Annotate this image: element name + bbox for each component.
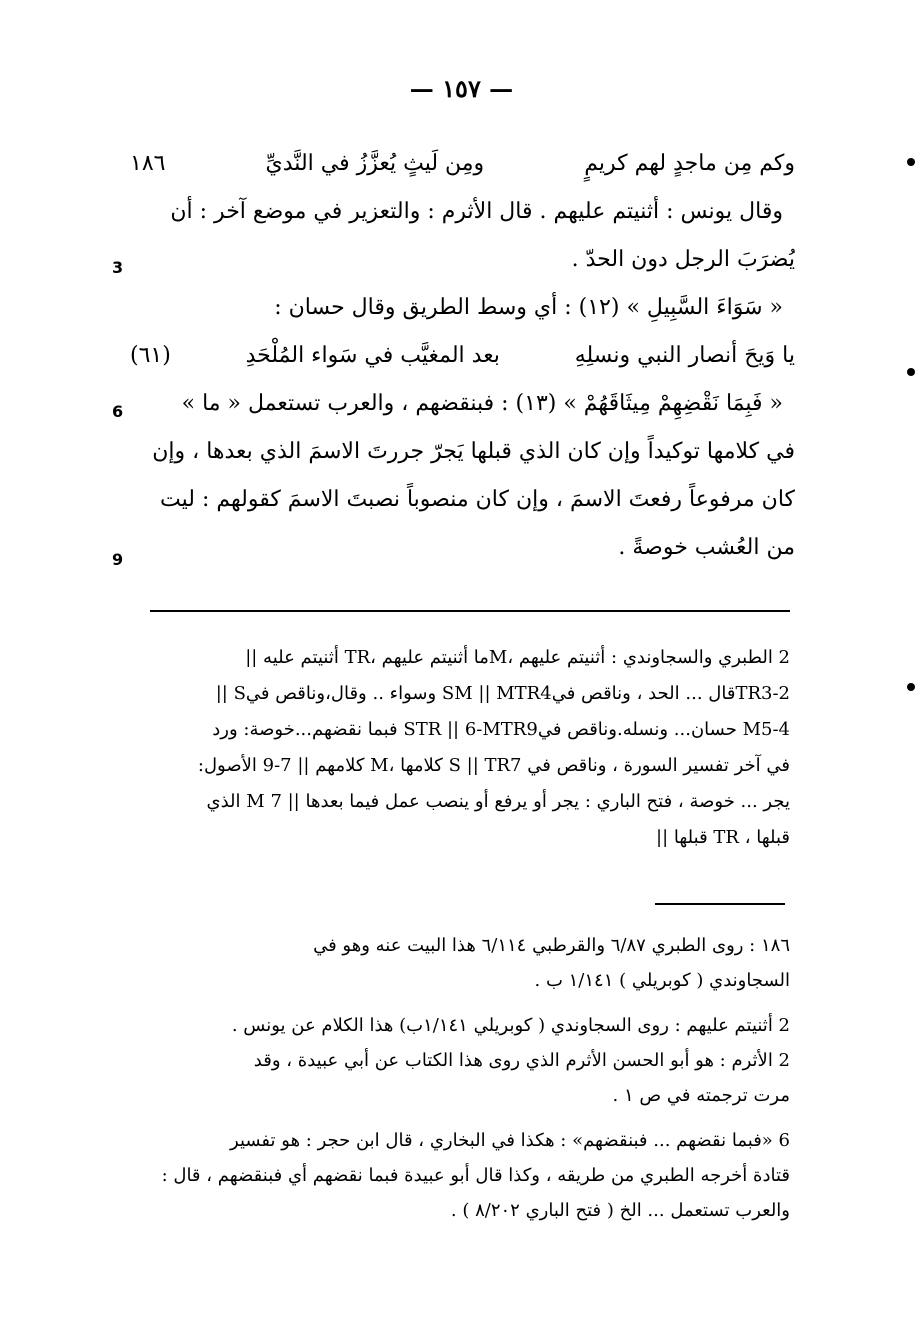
verse-hemistich: بعد المغيَّب في سَواء المُلْحَدِ	[245, 343, 500, 368]
text-line: من العُشب خوصةً .	[618, 535, 795, 560]
verse-number: ١٨٦	[130, 151, 166, 176]
main-text	[130, 140, 795, 572]
text-line: كان مرفوعاً رفعتَ الاسمَ ، وإن كان منصوباً نصبتَ الاسمَ كقولهم : ليت	[160, 487, 795, 512]
margin-dot	[907, 368, 915, 376]
apparatus-line: TR3-2قال ... الحد ، وناقص فيSM || MTR4 وسواء .. وقال،وناقص فيS ||	[215, 683, 790, 704]
verse-line	[130, 140, 795, 188]
footnote-line: والعرب تستعمل ... الخ ( فتح الباري ٨/٢٠٢ ) .	[450, 1200, 790, 1221]
margin-line-number: 9	[112, 550, 124, 569]
critical-apparatus	[150, 640, 790, 856]
margin-line-number: 3	[112, 258, 124, 277]
text-line: في كلامها توكيداً وإن كان الذي قبلها يَجرّ جررتَ الاسمَ الذي بعدها ، وإن	[152, 439, 795, 464]
apparatus-line: قبلها ، TR قبلها ||	[656, 827, 790, 848]
footnote-line: السجاوندي ( كوبريلي ) ١/١٤١ ب .	[534, 970, 790, 991]
footnote-line: ١٨٦ : روى الطبري ٦/٨٧ والقرطبي ٦/١١٤ هذا البيت عنه وهو في	[313, 935, 790, 956]
verse-hemistich: ومِن لَيثٍ يُعزَّزُ في النَّديِّ	[265, 151, 485, 176]
apparatus-line: 2 الطبري والسجاوندي : أثنيتم عليهم ،Mما أثنيتم عليهم ،TR أثنيتم عليه ||	[245, 647, 790, 668]
margin-line-number: 6	[112, 402, 124, 421]
section-divider	[150, 610, 790, 612]
text-line: « سَوَاءَ السَّبِيلِ » (١٢) : أي وسط الطريق وقال حسان :	[274, 295, 783, 320]
verse-hemistich: وكم مِن ماجدٍ لهم كريمٍ	[584, 151, 795, 176]
verse-number: (٦١)	[130, 343, 171, 368]
footnote-line: 2 أثنيتم عليهم : روى السجاوندي ( كوبريلي ١/١٤١ب) هذا الكلام عن يونس .	[231, 1015, 790, 1036]
page-number: — ١٥٧ —	[409, 74, 514, 103]
footnotes	[150, 928, 790, 1228]
text-line: وقال يونس : أثنيتم عليهم . قال الأثرم : والتعزير في موضع آخر : أن	[170, 199, 783, 224]
apparatus-line: M5-4 حسان... ونسله.وناقص فيSTR || 6-MTR9 فبما نقضهم...خوصة: ورد	[212, 719, 790, 740]
verse-hemistich: يا وَيحَ أنصار النبي ونسلِهِ	[574, 343, 795, 368]
apparatus-line: في آخر تفسير السورة ، وناقص في S || TR7 كلامها ،M كلامهم || 7-9 الأصول:	[197, 755, 790, 776]
text-line: « فَبِمَا نَقْضِهِمْ مِيثَاقَهُمْ » (١٣) : فبنقضهم ، والعرب تستعمل « ما »	[181, 391, 783, 416]
footnote-line: 2 الأثرم : هو أبو الحسن الأثرم الذي روى هذا الكتاب عن أبي عبيدة ، وقد	[253, 1050, 790, 1071]
margin-dot	[907, 158, 915, 166]
footnote-line: قتادة أخرجه الطبري من طريقه ، وكذا قال أبو عبيدة فبما نقضهم أي فبنقضهم ، قال :	[161, 1165, 790, 1186]
footnote-line: مرت ترجمته في ص ١ .	[612, 1085, 790, 1106]
notes-divider	[655, 903, 785, 905]
verse-line	[130, 332, 795, 380]
margin-dot	[907, 683, 915, 691]
apparatus-line: يجر ... خوصة ، فتح الباري : يجر أو يرفع أو ينصب عمل فيما بعدها || 7 M الذي	[206, 791, 790, 812]
footnote-line: 6 «فبما نقضهم ... فبنقضهم» : هكذا في البخاري ، قال ابن حجر : هو تفسير	[230, 1130, 790, 1151]
text-line: يُضرَبَ الرجل دون الحدّ .	[571, 247, 795, 272]
